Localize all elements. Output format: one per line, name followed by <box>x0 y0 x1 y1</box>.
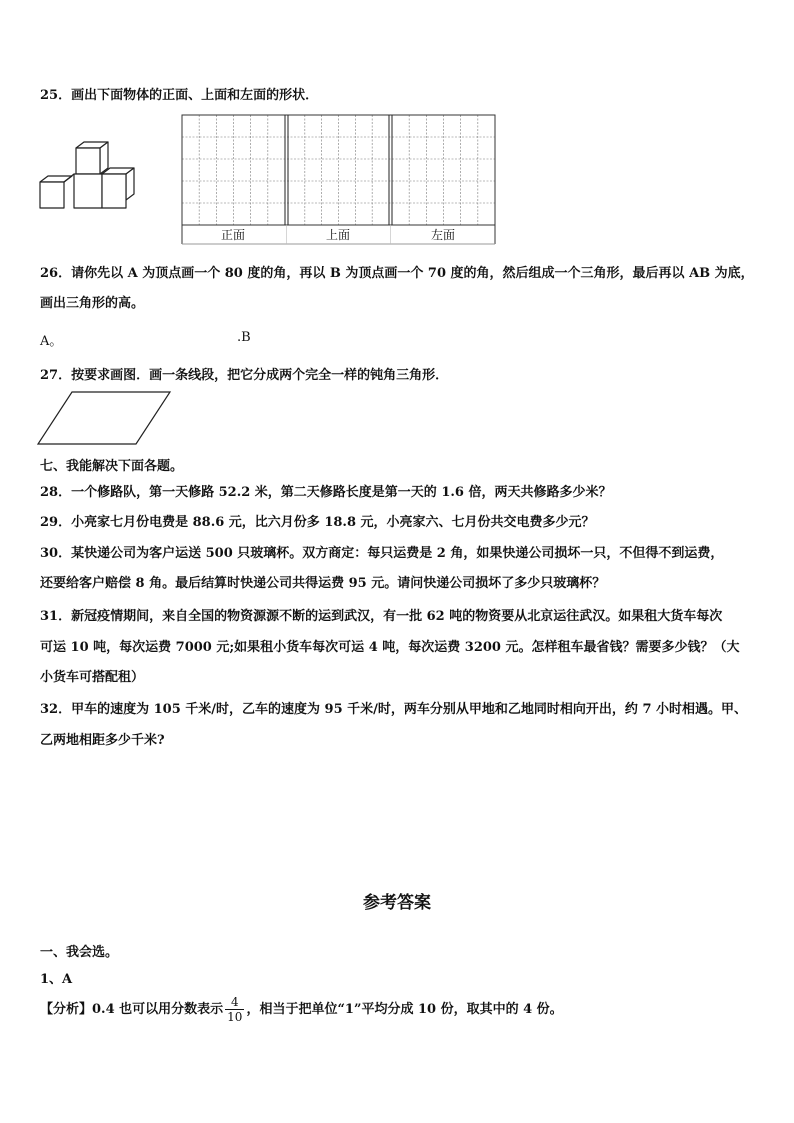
parallelogram-figure <box>36 390 174 448</box>
answers-title: 参考答案 <box>363 893 431 913</box>
fraction-numerator: 4 <box>225 995 244 1010</box>
question-31-line1: 31．新冠疫情期间，来自全国的物资源源不断的运到武汉，有一批 62 吨的物资要从北京运往武汉。如果租大货车每次 <box>40 609 723 624</box>
label-left: 左面 <box>430 228 456 242</box>
cube-figure <box>38 136 138 212</box>
point-a: A。 <box>40 334 63 349</box>
question-26-line1: 26．请你先以 A 为顶点画一个 80 度的角，再以 B 为顶点画一个 70 度的角，然后组成一个三角形，最后再以 AB 为底， <box>40 266 754 281</box>
question-31-line3: 小货车可搭配租） <box>40 670 145 685</box>
question-31-line2: 可运 10 吨，每次运费 7000 元;如果租小货车每次可运 4 吨，每次运费 3200 元。怎样租车最省钱？需要多少钱？（大 <box>40 640 740 655</box>
question-32-line2: 乙两地相距多少千米? <box>40 733 165 748</box>
question-26-line2: 画出三角形的高。 <box>40 296 145 311</box>
question-30-line2: 还要给客户赔偿 8 角。最后结算时快递公司共得运费 95 元。请问快递公司损坏了多少只玻璃杯？ <box>40 576 606 591</box>
fraction <box>225 995 244 1024</box>
fraction-denominator: 10 <box>227 1010 243 1024</box>
analysis-suffix: ，相当于把单位“1”平均分成 10 份，取其中的 4 份。 <box>246 1002 563 1017</box>
answer-1: 1、A <box>40 972 73 987</box>
question-28: 28．一个修路队，第一天修路 52.2 米，第二天修路长度是第一天的 1.6 倍，两天共修路多少米？ <box>40 485 612 500</box>
drawing-grid <box>181 114 497 246</box>
label-top: 上面 <box>325 228 351 242</box>
section-7-heading: 七、我能解决下面各题。 <box>40 459 184 474</box>
answer-1-analysis <box>40 994 563 1026</box>
answers-section-1: 一、我会选。 <box>40 945 119 960</box>
point-b: .B <box>237 330 251 345</box>
question-29: 29．小亮家七月份电费是 88.6 元，比六月份多 18.8 元，小亮家六、七月份共交电费多少元？ <box>40 515 595 530</box>
label-front: 正面 <box>220 228 246 242</box>
analysis-prefix: 【分析】0.4 也可以用分数表示 <box>40 1002 224 1017</box>
question-27: 27．按要求画图．画一条线段，把它分成两个完全一样的钝角三角形． <box>40 368 449 383</box>
question-32-line1: 32．甲车的速度为 105 千米/时，乙车的速度为 95 千米/时，两车分别从甲地和乙地同时相向开出，约 7 小时相遇。甲、 <box>40 702 748 717</box>
question-30-line1: 30．某快递公司为客户运送 500 只玻璃杯。双方商定：每只运费是 2 角，如果快递公司损坏一只，不但得不到运费， <box>40 546 724 561</box>
question-25: 25．画出下面物体的正面、上面和左面的形状． <box>40 88 319 103</box>
